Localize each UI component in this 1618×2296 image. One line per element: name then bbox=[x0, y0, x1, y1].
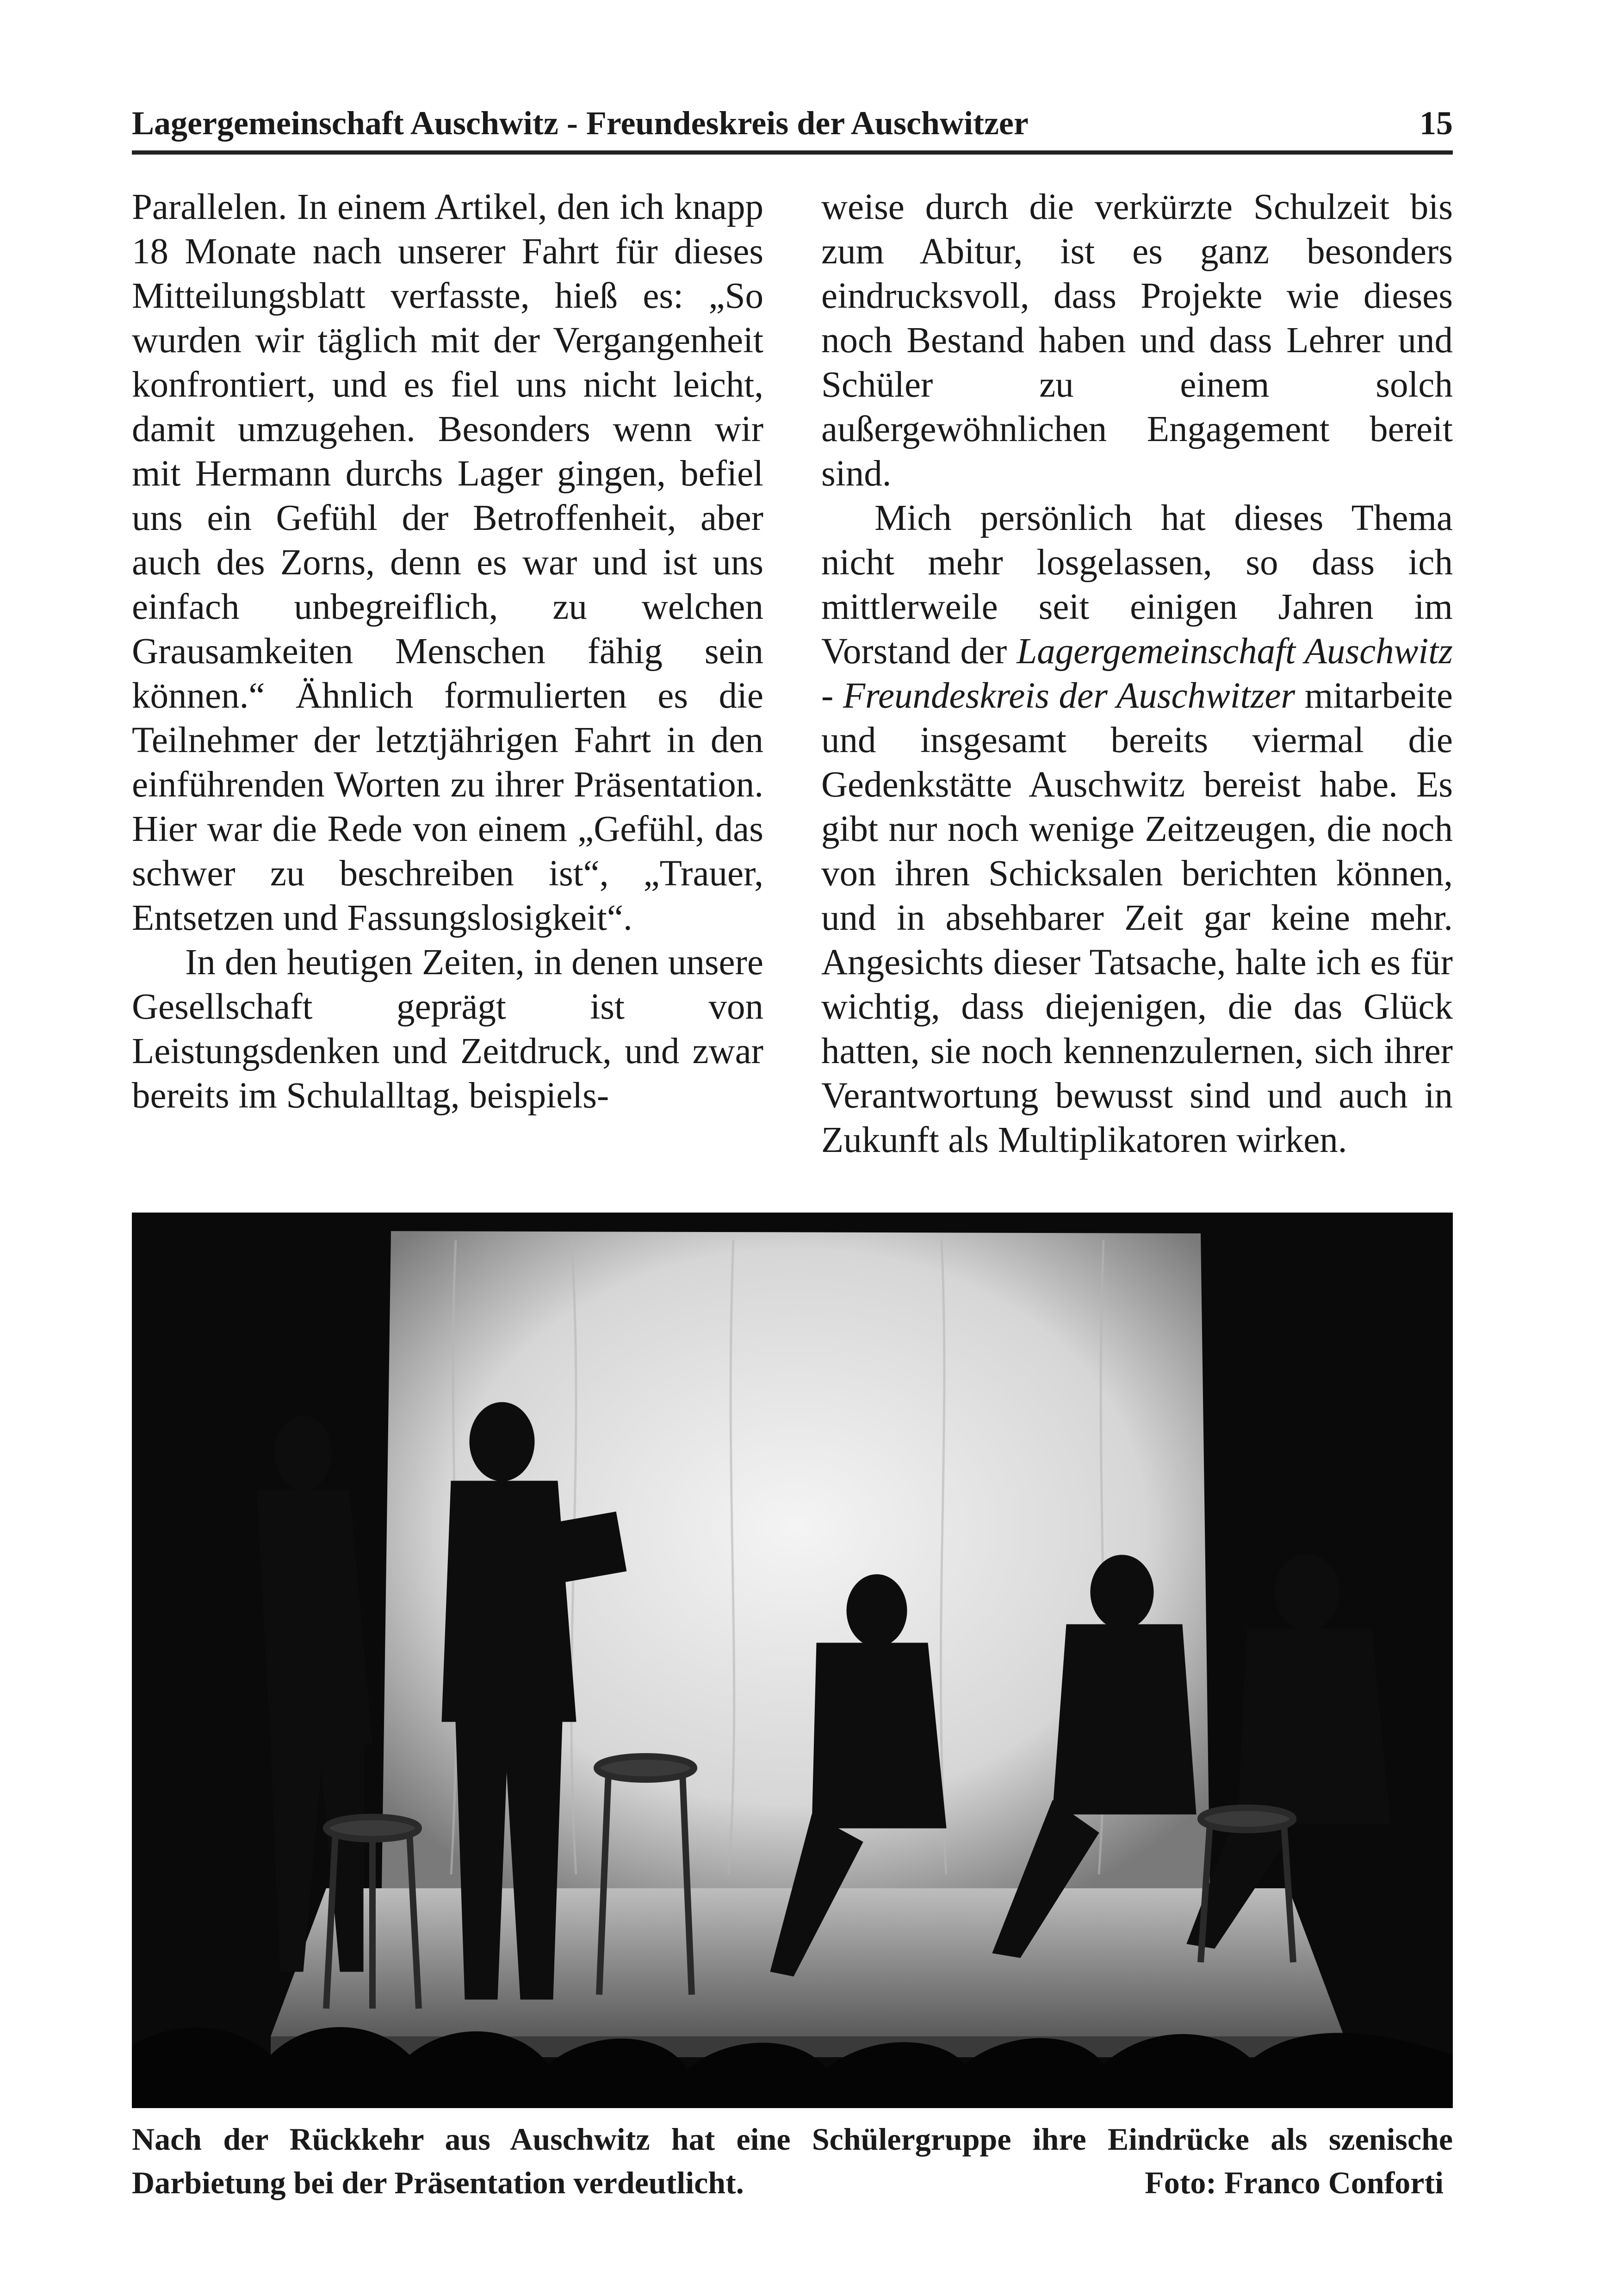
page-number: 15 bbox=[1420, 105, 1453, 142]
stage-photo-image bbox=[132, 1213, 1453, 2108]
caption-line-2 bbox=[132, 2161, 1453, 2204]
organization-name: Lagergemeinschaft Auschwitz - Freundeskreis der Auschwitzer bbox=[821, 631, 1453, 716]
paragraph-text: Mich persönlich hat dieses Thema nicht mehr losgelassen, so dass ich mittlerweile seit einigen Jahren im Vorstand der bbox=[821, 498, 1453, 672]
publication-title: Lagergemeinschaft Auschwitz - Freundeskreis der Auschwitzer bbox=[132, 105, 1029, 142]
stage-photo bbox=[132, 1213, 1453, 2108]
right-column bbox=[821, 185, 1453, 1163]
left-paragraph-1: Parallelen. In einem Artikel, den ich knapp 18 Monate nach unserer Fahrt für dieses Mitteilungsblatt verfasste, hieß es: „So wurden wir täglich mit der Vergangenheit konfrontiert, und es fiel uns nicht leicht, damit umzugehen. Besonders wenn wir mit Hermann durchs Lager gingen, befiel uns ein Gefühl der Betroffenheit, aber auch des Zorns, denn es war und ist uns einfach unbegreiflich, zu welchen Grausamkeiten Menschen fähig sein können.“ Ähnlich formulierten es die Teilnehmer der letztjährigen Fahrt in den einführenden Worten zu ihrer Präsentation. Hier war die Rede von einem „Gefühl, das schwer zu beschreiben ist“, „Trauer, Entsetzen und Fassungslosigkeit“. bbox=[132, 187, 763, 938]
left-column bbox=[132, 185, 763, 1118]
right-paragraph-1: weise durch die verkürzte Schulzeit bis zum Abitur, ist es ganz besonders eindrucksvoll, dass Projekte wie dieses noch Bestand haben und dass Lehrer und Schüler zu einem solch außergewöhnlichen Engagement bereit sind. bbox=[821, 187, 1453, 494]
running-header bbox=[132, 100, 1453, 155]
photo-caption bbox=[132, 2117, 1453, 2204]
caption-line-1: Nach der Rückkehr aus Auschwitz hat eine Schülergruppe ihre Eindrücke als szenische bbox=[132, 2122, 1453, 2157]
caption-text: Darbietung bei der Präsentation verdeutlicht. bbox=[132, 2165, 744, 2200]
left-paragraph-2: In den heutigen Zeiten, in denen unsere Gesellschaft geprägt ist von Leistungsdenken und Zeitdruck, und zwar bereits im Schulalltag, beispiels- bbox=[132, 942, 763, 1116]
photo-credit: Foto: Franco Conforti bbox=[1145, 2165, 1444, 2200]
paragraph-text: mitarbeite und insgesamt bereits viermal die Gedenkstätte Auschwitz bereist habe. Es gibt nur noch wenige Zeitzeugen, die noch von ihren Schicksalen berichten können, und in absehbarer Zeit gar keine mehr. Angesichts dieser Tatsache, halte ich es für wichtig, dass diejenigen, die das Glück hatten, sie noch kennenzulernen, sich ihrer Verantwortung bewusst sind und auch in Zukunft als Multiplikatoren wirken. bbox=[821, 676, 1453, 1160]
right-paragraph-2 bbox=[821, 496, 1453, 1163]
